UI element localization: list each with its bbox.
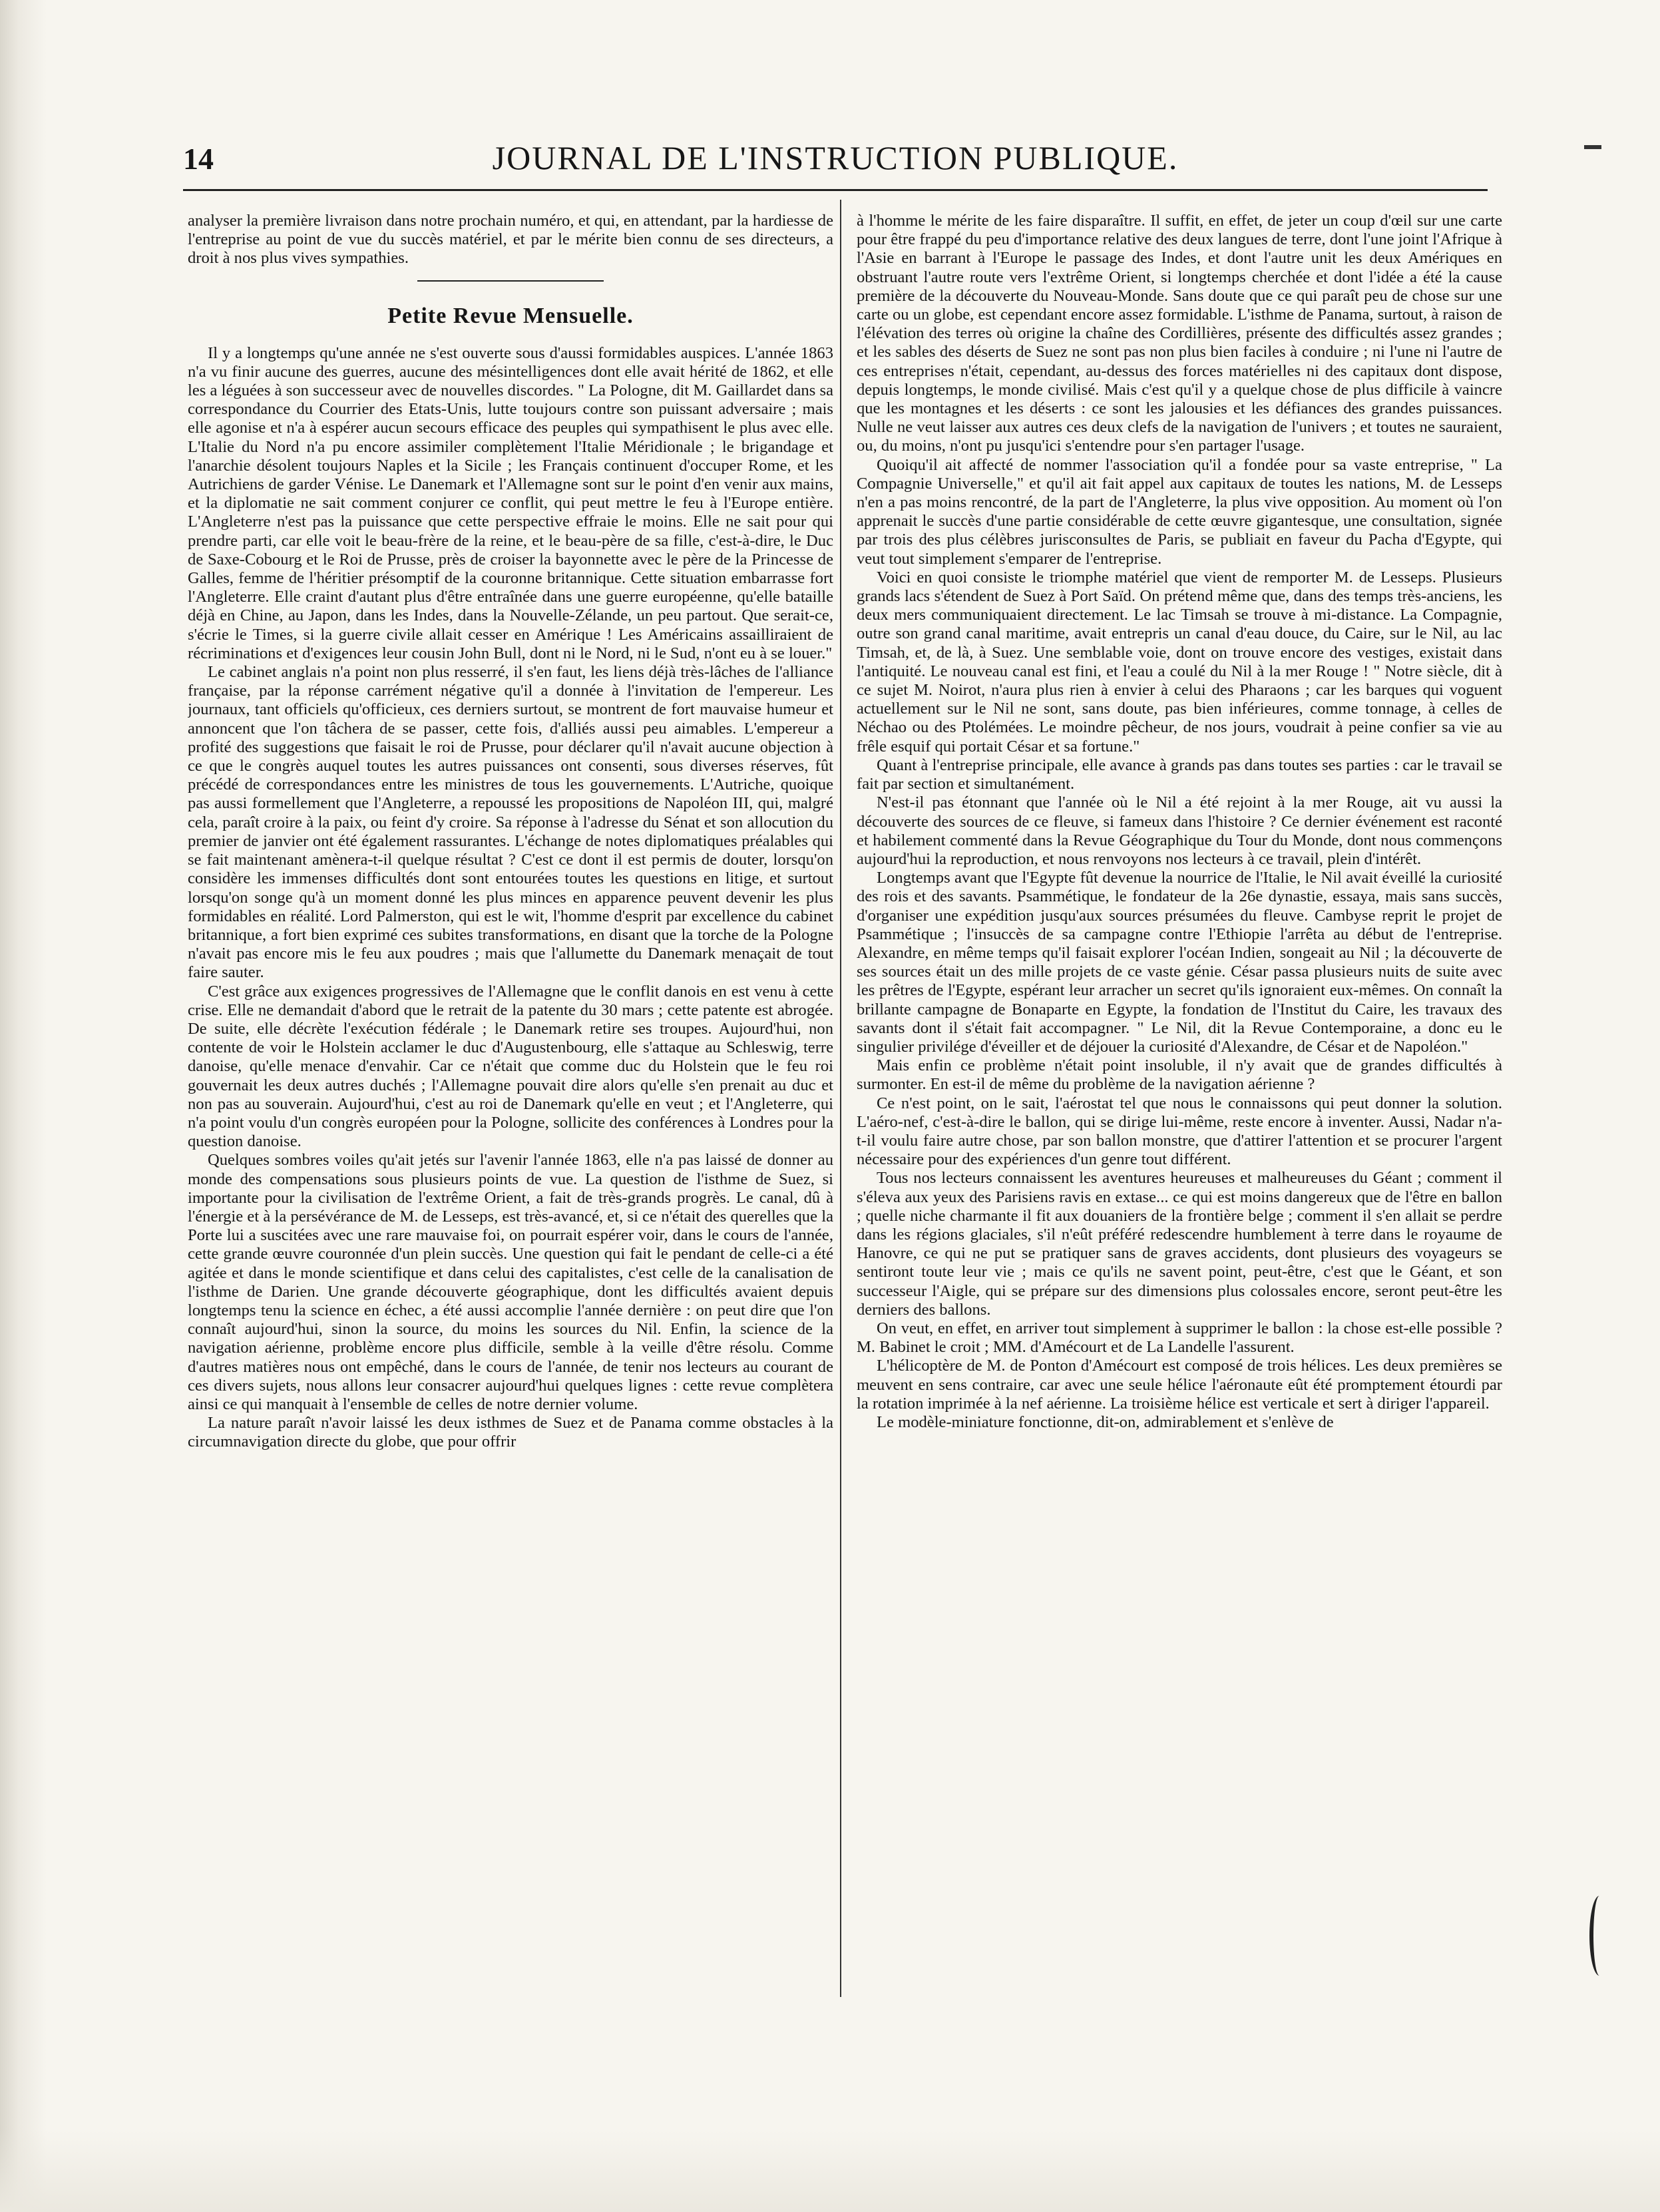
scanned-page-edge [0, 0, 47, 2212]
section-title: Petite Revue Mensuelle. [387, 303, 634, 328]
header-rule [183, 189, 1488, 191]
margin-mark [1584, 145, 1601, 149]
column-divider [840, 200, 841, 1997]
article-paragraph: Quant à l'entreprise principale, elle avance à grands pas dans toutes ses parties : car le travail se fait par section et simultanément. [857, 756, 1502, 793]
page-header [183, 138, 1488, 178]
article-paragraph: à l'homme le mérite de les faire disparaître. Il suffit, en effet, de jeter un coup d'œil sur une carte pour être frappé du peu d'importance relative des deux langues de terre, dont l'une joint l'Afrique à l'Asie en barrant à l'Europe le passage des Indes, et dont l'autre unit les deux Amériques en obstruant l'autre route vers l'extrême Orient, si longtemps cherchée et dont l'idée a été la cause première de la découverte du Nouveau-Monde. Sans doute que ce qui paraît peu de chose sur une carte ou un globe, est cependant encore assez formidable. L'isthme de Panama, surtout, à raison de l'élévation des terres où origine la chaîne des Cordillières, présente des difficultés assez grandes ; et les sables des déserts de Suez ne sont pas non plus bien faciles à conduire ; ni l'une ni l'autre de ces entreprises n'était, cependant, au-dessus des forces matérielles ni des capitaux dont dispose, depuis longtemps, le monde civilisé. Mais c'est qu'il y a quelque chose de plus difficile à vaincre que les montagnes et les déserts : ce sont les jalousies et les défiances des grandes puissances. Nulle ne veut laisser aux autres ces deux clefs de la navigation de l'univers ; et toutes ne sauraient, ou, du moins, n'ont pu jusqu'ici s'entendre pour s'en partager l'usage. [857, 212, 1502, 455]
section-divider [417, 280, 604, 282]
margin-bracket-mark [1589, 1896, 1609, 1976]
article-paragraph: Voici en quoi consiste le triomphe matériel que vient de remporter M. de Lesseps. Plusieurs grands lacs s'étendent de Suez à Port Saïd. On prétend même que, dans des temps très-anciens, les deux mers communiquaient directement. Le lac Timsah se trouve à mi-distance. La Compagnie, outre son grand canal maritime, avait entrepris un canal d'eau douce, du Caire, sur le Nil, au lac Timsah, et, de là, à Suez. Une semblable voie, dont on trouve encore des vestiges, existait dans l'antiquité. Le nouveau canal est fini, et l'eau a coulé du Nil à la mer Rouge ! " Notre siècle, dit à ce sujet M. Noirot, n'aura plus rien à envier à celui des Pharaons ; car les barques qui voguent actuellement sur le Nil ne sont, sans doute, pas bien inférieures, comme tonnage, à celles de Néchao ou des Ptolémées. Le moindre pêcheur, de nos jours, voudrait à peine confier sa vie au frêle esquif qui portait César et sa fortune." [857, 568, 1502, 756]
article-paragraph: Quelques sombres voiles qu'ait jetés sur l'avenir l'année 1863, elle n'a pas laissé de donner au monde des compensations sous plusieurs points de vue. La question de l'isthme de Suez, si importante pour la civilisation de l'extrême Orient, a fait de très-grands progrès. Le canal, dû à l'énergie et à la persévérance de M. de Lesseps, est très-avancé, et, si ce n'était des querelles que la Porte lui a suscitées avec une rare mauvaise foi, on pourrait espérer voir, dans le cours de l'année, cette grande œuvre couronnée d'un plein succès. Une question qui fait le pendant de celle-ci a été agitée et dans le monde scientifique et dans celui des capitalistes, c'est celle de la canalisation de l'isthme de Darien. Une grande découverte géographique, dont les difficultés avaient depuis longtemps tenu la science en échec, a été aussi accomplie l'année dernière : on peut dire que l'on connaît aujourd'hui, sinon la source, du moins les sources du Nil. Enfin, la science de la navigation aérienne, problème encore plus difficile, semble à la veille d'être résolu. Comme d'autres matières nous ont empêché, dans le cours de l'année, de tenir nos lecteurs au courant de ces divers sujets, nous allons leur consacrer aujourd'hui quelques lignes : cette revue complètera ainsi ce qui manquait à l'ensemble de celles de notre dernier volume. [188, 1151, 833, 1413]
right-column [857, 212, 1502, 2009]
intro-paragraph: analyser la première livraison dans notre prochain numéro, et qui, en attendant, par la hardiesse de l'entreprise au point de vue du succès matériel, et par le mérite bien connu de ses directeurs, a droit à nos plus vives sympathies. [188, 212, 833, 268]
journal-title: JOURNAL DE L'INSTRUCTION PUBLIQUE. [492, 139, 1179, 176]
page-number: 14 [183, 142, 214, 176]
article-paragraph: Ce n'est point, on le sait, l'aérostat tel que nous le connaissons qui peut donner la solution. L'aéro-nef, c'est-à-dire le ballon, qui se dirige lui-même, reste encore à inventer. Aussi, Nadar n'a-t-il voulu faire autre chose, par son ballon monstre, que d'attirer l'attention et se procurer l'argent nécessaire pour des expériences d'un genre tout différent. [857, 1094, 1502, 1169]
article-paragraph: Longtemps avant que l'Egypte fût devenue la nourrice de l'Italie, le Nil avait éveillé la curiosité des rois et des savants. Psammétique, le fondateur de la 26e dynastie, essaya, mais sans succès, d'organiser une expédition jusqu'aux sources présumées du fleuve. Cambyse reprit le projet de Psammétique ; l'insuccès de sa campagne contre l'Ethiopie l'arrêta au début de l'entreprise. Alexandre, en même temps qu'il faisait explorer l'océan Indien, songeait au Nil ; la découverte de ses sources était un des mille projets de ce vaste génie. César passa plusieurs nuits de suite avec les prêtres de l'Egypte, espérant leur arracher un secret qu'ils ignoraient eux-mêmes. On connaît la brillante campagne de Bonaparte en Egypte, la fondation de l'Institut du Caire, les travaux des savants dont il s'était fait accompagner. " Le Nil, dit la Revue Contemporaine, a donc eu le singulier privilége d'éveiller et de déjouer la curiosité d'Alexandre, de César et de Napoléon." [857, 869, 1502, 1056]
article-paragraph: Mais enfin ce problème n'était point insoluble, il n'y avait que de grandes difficultés à surmonter. En est-il de même du problème de la navigation aérienne ? [857, 1056, 1502, 1094]
article-paragraph: Tous nos lecteurs connaissent les aventures heureuses et malheureuses du Géant ; comment il s'éleva aux yeux des Parisiens ravis en extase... ce qui est moins dangereux que de l'être en ballon ; quelle niche charmante il fit aux douaniers de la frontière belge ; comment il s'en allait se perdre dans les régions glaciales, s'il n'eût préféré redescendre humblement à terre dans le royaume de Hanovre, ce qui ne put se pratiquer sans de graves accidents, dont plusieurs des voyageurs se sentiront toute leur vie ; mais ce qu'ils ne savent point, peut-être, c'est que le Géant, et son successeur l'Aigle, qui se prépare sur des dimensions plus colossales encore, seront peut-être les derniers des ballons. [857, 1169, 1502, 1319]
article-paragraph: On veut, en effet, en arriver tout simplement à supprimer le ballon : la chose est-elle possible ? M. Babinet le croit ; MM. d'Amécourt et de La Landelle l'assurent. [857, 1319, 1502, 1357]
scanned-page-bottom-edge [0, 2130, 1660, 2212]
left-column [188, 212, 833, 2009]
article-paragraph: Il y a longtemps qu'une année ne s'est ouverte sous d'aussi formidables auspices. L'année 1863 n'a vu finir aucune des guerres, aucune des mésintelligences dont elle avait hérité de 1862, et elle les a léguées à son successeur avec de nouvelles discordes. " La Pologne, dit M. Gaillardet dans sa correspondance du Courrier des Etats-Unis, lutte toujours contre son puissant adversaire ; mais elle agonise et n'a à espérer aucun secours efficace des peuples qui sympathisent le plus avec elle. L'Italie du Nord n'a pu encore assimiler complètement l'Italie Méridionale ; le brigandage et l'anarchie désolent toujours Naples et la Sicile ; les Français continuent d'occuper Rome, et les Autrichiens de garder Vénise. Le Danemark et l'Allemagne sont sur le point d'en venir aux mains, et la diplomatie ne sait comment conjurer ce conflit, qui peut mettre le feu à l'Europe entière. L'Angleterre n'est pas la puissance que cette perspective effraie le moins. Elle ne sait pour qui prendre parti, car elle voit le beau-frère de la reine, et le beau-père de sa fille, c'est-à-dire, le Duc de Saxe-Cobourg et le Roi de Prusse, près de croiser la bayonnette avec le père de la Princesse de Galles, femme de l'héritier présomptif de la couronne britannique. Cette situation embarrasse fort l'Angleterre. Elle craint d'autant plus d'être entraînée dans une guerre européenne, qu'elle bataille déjà en Chine, au Japon, dans les Indes, dans la Nouvelle-Zélande, un peu partout. Que serait-ce, s'écrie le Times, si la guerre civile allait cesser en Amérique ! Les Américains assailliraient de récriminations et d'exigences leur cousin John Bull, dont ni le Nord, ni le Sud, n'ont eu à se louer." [188, 343, 833, 662]
article-paragraph: Le modèle-miniature fonctionne, dit-on, admirablement et s'enlève de [877, 1413, 1334, 1431]
article-paragraph: Quoiqu'il ait affecté de nommer l'association qu'il a fondée pour sa vaste entreprise, " La Compagnie Universelle," et qu'il ait fait appel aux capitaux de toutes les nations, M. de Lesseps n'en a pas moins rencontré, de la part de l'Angleterre, la plus vive opposition. Au moment où l'on apprenait le succès d'une partie considérable de cette œuvre gigantesque, une consultation, signée par trois des plus célèbres jurisconsultes de Paris, se publiait en faveur du Pacha d'Egypte, qui veut tout simplement s'emparer de l'entreprise. [857, 455, 1502, 568]
article-paragraph: C'est grâce aux exigences progressives de l'Allemagne que le conflit danois en est venu à cette crise. Elle ne demandait d'abord que le retrait de la patente du 30 mars ; cette patente est abrogée. De suite, elle décrète l'exécution fédérale ; le Danemark retire ses troupes. Aujourd'hui, non contente de voir le Holstein acclamer le duc d'Augustenbourg, elle s'attaque au Schleswig, terre danoise, qu'elle menace d'envahir. Car ce n'était que comme duc du Holstein que le feu roi gouvernait les deux autres duchés ; l'Allemagne pouvait dire alors qu'elle s'en prenait au duc et non pas au souverain. Aujourd'hui, c'est au roi de Danemark qu'elle en veut ; et l'Angleterre, qui n'a point voulu d'un congrès européen pour la Pologne, sollicite des conférences à Londres pour la question danoise. [188, 982, 833, 1151]
article-paragraph: N'est-il pas étonnant que l'année où le Nil a été rejoint à la mer Rouge, ait vu aussi la découverte des sources de ce fleuve, si fameux dans l'histoire ? Ce dernier événement est raconté et habilement commenté dans la Revue Géographique du Tour du Monde, dont nous commençons aujourd'hui la reproduction, et nous renvoyons nos lecteurs à ce travail, plein d'intérêt. [857, 793, 1502, 868]
article-paragraph: L'hélicoptère de M. de Ponton d'Amécourt est composé de trois hélices. Les deux premières se meuvent en sens contraire, car avec une seule hélice l'aéronaute eût été promptement étourdi par la rotation imprimée à la nef aérienne. La troisième hélice est verticale et sert à diriger l'appareil. [857, 1357, 1502, 1413]
article-paragraph: Le cabinet anglais n'a point non plus resserré, il s'en faut, les liens déjà très-lâches de l'alliance française, par la réponse carrément négative qu'il a donnée à l'invitation de l'empereur. Les journaux, tant officiels qu'officieux, ces derniers surtout, se montrent de fort mauvaise humeur et annoncent que l'on tâchera de se passer, cette fois, d'alliés aussi peu aimables. L'empereur a profité des suggestions que faisait le roi de Prusse, pour déclarer qu'il n'avait aucune objection à ce que le congrès auquel toutes les autres puissances ont consenti, sous diverses réserves, fût précédé de correspondances entre les ministres de tous les gouvernements. L'Autriche, quoique pas aussi formellement que l'Angleterre, a repoussé les propositions de Napoléon III, qui, malgré cela, paraît croire à la paix, ou feint d'y croire. Sa réponse à l'adresse du Sénat et son allocution du premier de janvier ont été également rassurantes. L'échange de notes diplomatiques préalables qui se fait maintenant amènera-t-il quelque résultat ? C'est ce dont il est permis de douter, lorsqu'on considère les immenses difficultés dont sont entourées toutes les questions en litige, et surtout lorsqu'on songe qu'à un moment donné les plus minces en apparence peuvent devenir les plus formidables en réalité. Lord Palmerston, qui est le wit, l'homme d'esprit par excellence du cabinet britannique, a fort bien exprimé ces subites transformations, en disant que la torche de la Pologne n'avait pas encore mis le feu aux poudres ; mais que l'allumette du Danemark menaçait de tout faire sauter. [188, 663, 833, 982]
article-paragraph: La nature paraît n'avoir laissé les deux isthmes de Suez et de Panama comme obstacles à la circumnavigation directe du globe, que pour offrir [188, 1414, 833, 1451]
